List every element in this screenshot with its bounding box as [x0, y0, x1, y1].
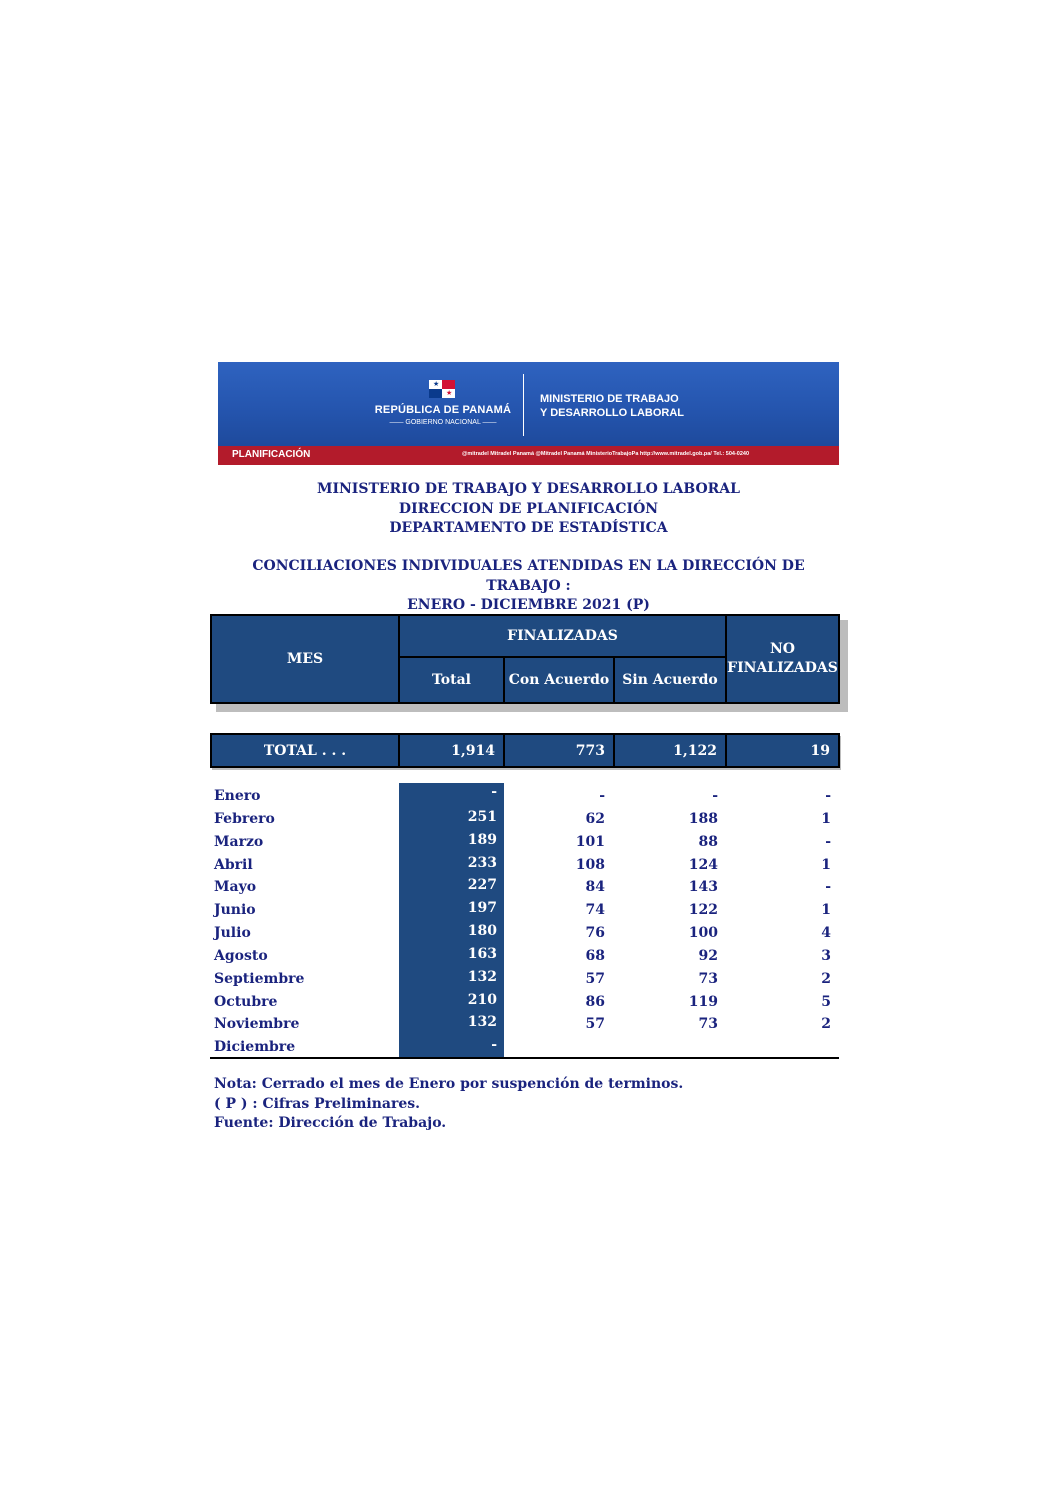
banner-divider — [523, 374, 524, 436]
row-con-acuerdo: 68 — [585, 948, 605, 964]
row-month: Diciembre — [214, 1039, 296, 1055]
row-no-finalizadas: 2 — [821, 971, 831, 987]
total-con-acuerdo: 773 — [503, 733, 615, 768]
row-sin-acuerdo: 100 — [688, 925, 718, 941]
row-month: Junio — [214, 902, 256, 918]
col-con-acuerdo-header: Con Acuerdo — [503, 656, 615, 704]
document-title — [218, 557, 839, 616]
row-con-acuerdo: 57 — [585, 971, 605, 987]
row-no-finalizadas: - — [825, 834, 831, 850]
government-label: —— GOBIERNO NACIONAL —— — [389, 419, 497, 426]
row-month: Febrero — [214, 811, 275, 827]
row-sin-acuerdo: 124 — [688, 857, 718, 873]
panama-flag-icon: ★ ★ — [429, 380, 455, 398]
preliminary-note: ( P ) : Cifras Preliminares. — [214, 1095, 420, 1112]
row-no-finalizadas: 1 — [821, 811, 831, 827]
row-sin-acuerdo: 73 — [698, 971, 718, 987]
row-no-finalizadas: 5 — [821, 994, 831, 1010]
header-line-2: DIRECCION DE PLANIFICACIÓN — [398, 500, 659, 517]
row-sin-acuerdo: 73 — [698, 1016, 718, 1032]
col-mes-header: MES — [210, 614, 400, 704]
row-month: Marzo — [214, 834, 264, 850]
row-month: Noviembre — [214, 1016, 300, 1032]
row-total: 210 — [467, 992, 497, 1008]
row-total: 132 — [467, 1014, 497, 1030]
row-sin-acuerdo: 122 — [688, 902, 718, 918]
total-sin-acuerdo: 1,122 — [613, 733, 727, 768]
row-month: Septiembre — [214, 971, 305, 987]
ministry-label — [540, 392, 684, 420]
row-con-acuerdo: 76 — [585, 925, 605, 941]
col-no-finalizadas-header — [725, 614, 840, 704]
row-no-finalizadas: 1 — [821, 857, 831, 873]
row-sin-acuerdo: 88 — [698, 834, 718, 850]
row-total: 163 — [467, 946, 497, 962]
no-finalizadas-line-1: NO — [770, 641, 795, 657]
col-finalizadas-header: FINALIZADAS — [398, 614, 727, 658]
row-month: Mayo — [214, 879, 257, 895]
note-text: Nota: Cerrado el mes de Enero por suspención de terminos. — [214, 1076, 684, 1092]
title-line-2: ENERO - DICIEMBRE 2021 (P) — [407, 597, 650, 613]
row-total: 132 — [467, 969, 497, 985]
table-row — [0, 1016, 1058, 1039]
row-sin-acuerdo: 119 — [688, 994, 718, 1010]
row-con-acuerdo: 108 — [575, 857, 605, 873]
row-no-finalizadas: 2 — [821, 1016, 831, 1032]
no-finalizadas-line-2: FINALIZADAS — [727, 660, 838, 676]
col-sin-acuerdo-header: Sin Acuerdo — [613, 656, 727, 704]
table-row — [0, 902, 1058, 925]
row-month: Enero — [214, 788, 261, 804]
ministry-line-1: MINISTERIO DE TRABAJO — [540, 393, 679, 405]
ministry-line-2: Y DESARROLLO LABORAL — [540, 407, 685, 419]
table-row — [0, 925, 1058, 948]
row-sin-acuerdo: 188 — [688, 811, 718, 827]
document-header — [218, 480, 839, 539]
row-total: 197 — [467, 900, 497, 916]
title-line-1: CONCILIACIONES INDIVIDUALES ATENDIDAS EN LA DIRECCIÓN DE TRABAJO : — [252, 558, 805, 594]
ministry-banner — [218, 362, 839, 465]
republic-label: REPÚBLICA DE PANAMÁ — [374, 404, 512, 416]
row-total: 233 — [467, 855, 497, 871]
row-month: Abril — [214, 857, 253, 873]
row-sin-acuerdo: - — [712, 788, 718, 804]
table-row — [0, 834, 1058, 857]
row-total: 180 — [467, 923, 497, 939]
source-note: Fuente: Dirección de Trabajo. — [214, 1115, 447, 1131]
table-row — [0, 857, 1058, 880]
table-row — [0, 948, 1058, 971]
banner-strip — [218, 446, 839, 465]
row-con-acuerdo: 62 — [585, 811, 605, 827]
table-row — [0, 971, 1058, 994]
row-total: - — [491, 1037, 497, 1053]
row-con-acuerdo: - — [599, 788, 605, 804]
total-total: 1,914 — [398, 733, 505, 768]
social-contacts: @mitradel Mitradel Panamá @Mitradel Panamá MinisterioTrabajoPa http://www.mitradel.gob.pa/ Tel.: 504-0240 — [462, 451, 750, 457]
row-con-acuerdo: 57 — [585, 1016, 605, 1032]
row-total: 251 — [467, 809, 497, 825]
table-row — [0, 994, 1058, 1017]
row-no-finalizadas: - — [825, 788, 831, 804]
col-total-header: Total — [398, 656, 505, 704]
row-con-acuerdo: 74 — [585, 902, 605, 918]
row-month: Julio — [214, 925, 251, 941]
row-total: 189 — [467, 832, 497, 848]
table-row — [0, 879, 1058, 902]
row-month: Octubre — [214, 994, 278, 1010]
row-no-finalizadas: - — [825, 879, 831, 895]
header-line-3: DEPARTAMENTO DE ESTADÍSTICA — [389, 520, 668, 536]
row-no-finalizadas: 3 — [821, 948, 831, 964]
table-row — [0, 811, 1058, 834]
footnotes — [214, 1075, 683, 1134]
row-total: - — [491, 784, 497, 800]
section-label: PLANIFICACIÓN — [232, 449, 311, 460]
row-sin-acuerdo: 92 — [698, 948, 718, 964]
total-no-finalizadas: 19 — [725, 733, 840, 768]
row-con-acuerdo: 101 — [575, 834, 605, 850]
row-con-acuerdo: 86 — [585, 994, 605, 1010]
row-con-acuerdo: 84 — [585, 879, 605, 895]
total-label: TOTAL . . . — [210, 733, 400, 768]
row-month: Agosto — [214, 948, 268, 964]
banner-top — [218, 362, 839, 446]
row-no-finalizadas: 4 — [821, 925, 831, 941]
row-total: 227 — [467, 877, 497, 893]
table-bottom-border — [210, 1057, 839, 1059]
row-no-finalizadas: 1 — [821, 902, 831, 918]
row-sin-acuerdo: 143 — [688, 879, 718, 895]
table-row — [0, 784, 1058, 811]
header-line-1: MINISTERIO DE TRABAJO Y DESARROLLO LABORAL — [316, 481, 741, 497]
